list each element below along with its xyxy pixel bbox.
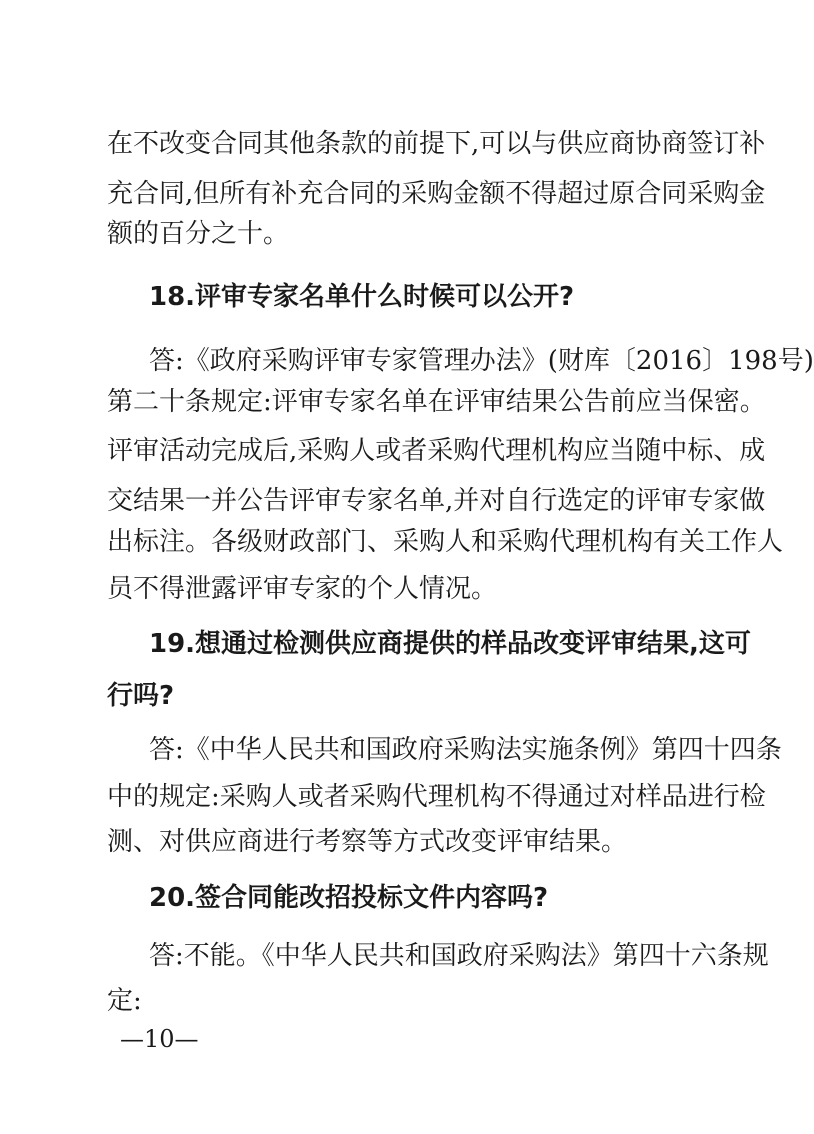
answer-20-line: 定: [107,986,142,1016]
paragraph-line: 在不改变合同其他条款的前提下,可以与供应商协商签订补 [107,129,766,159]
answer-19-line: 中的规定:采购人或者采购代理机构不得通过对样品进行检 [107,782,766,812]
answer-19-line: 测、对供应商进行考察等方式改变评审结果。 [107,827,628,857]
paragraph-line: 充合同,但所有补充合同的采购金额不得超过原合同采购金 [107,179,766,209]
question-19-heading: 19.想通过检测供应商提供的样品改变评审结果,这可 [149,629,751,659]
answer-18-line: 答:《政府采购评审专家管理办法》(财库〔2016〕198号) [149,346,814,376]
answer-18-line: 出标注。各级财政部门、采购人和采购代理机构有关工作人 [107,527,784,557]
question-19-heading: 行吗? [107,681,175,711]
answer-18-line: 员不得泄露评审专家的个人情况。 [107,574,498,604]
paragraph-line: 额的百分之十。 [107,219,290,249]
answer-20-line: 答:不能。《中华人民共和国政府采购法》第四十六条规 [149,941,769,971]
page-number: —10— [120,1025,199,1053]
question-20-heading: 20.签合同能改招投标文件内容吗? [149,883,549,913]
answer-19-line: 答:《中华人民共和国政府采购法实施条例》第四十四条 [149,735,782,765]
answer-18-line: 评审活动完成后,采购人或者采购代理机构应当随中标、成 [107,436,766,466]
question-18-heading: 18.评审专家名单什么时候可以公开? [149,282,575,312]
answer-18-line: 第二十条规定:评审专家名单在评审结果公告前应当保密。 [107,387,766,417]
answer-18-line: 交结果一并公告评审专家名单,并对自行选定的评审专家做 [107,486,766,516]
